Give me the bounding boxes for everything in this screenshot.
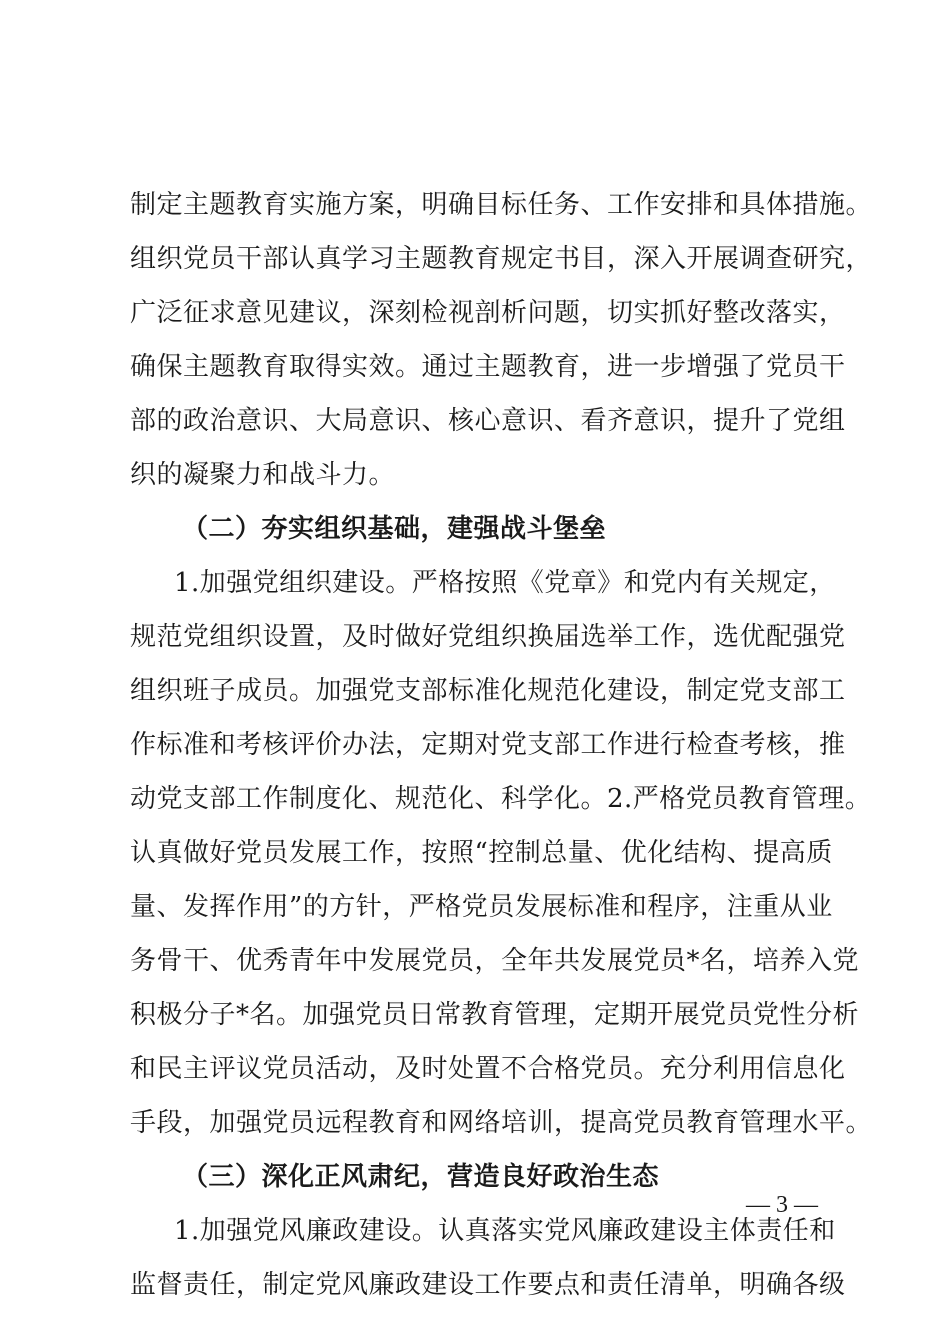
body-line: 部的政治意识、大局意识、核心意识、看齐意识，提升了党组 (130, 406, 846, 436)
document-body (130, 178, 873, 1312)
body-line: 量、发挥作用”的方针，严格党员发展标准和程序，注重从业 (130, 892, 833, 922)
body-line: 广泛征求意见建议，深刻检视剖析问题，切实抓好整改落实， (130, 298, 846, 328)
body-line: 监督责任，制定党风廉政建设工作要点和责任清单，明确各级 (130, 1270, 846, 1300)
body-line: 务骨干、优秀青年中发展党员，全年共发展党员*名，培养入党 (130, 946, 860, 976)
body-line: 确保主题教育取得实效。通过主题教育，进一步增强了党员干 (130, 352, 846, 382)
section-heading: （三）深化正风肃纪，营造良好政治生态 (182, 1162, 660, 1192)
body-line: 规范党组织设置，及时做好党组织换届选举工作，选优配强党 (130, 622, 846, 652)
body-line: 织的凝聚力和战斗力。 (130, 460, 396, 490)
page-number: — 3 — (746, 1192, 818, 1218)
body-line: 作标准和考核评价办法，定期对党支部工作进行检查考核，推 (130, 730, 846, 760)
body-line: 制定主题教育实施方案，明确目标任务、工作安排和具体措施。 (130, 190, 873, 220)
body-line: 和民主评议党员活动，及时处置不合格党员。充分利用信息化 (130, 1054, 846, 1084)
body-line: 动党支部工作制度化、规范化、科学化。2.严格党员教育管理。 (130, 784, 872, 814)
body-line: 1.加强党风廉政建设。认真落实党风廉政建设主体责任和 (174, 1216, 836, 1246)
section-heading: （二）夯实组织基础，建强战斗堡垒 (182, 514, 607, 544)
body-line: 手段，加强党员远程教育和网络培训，提高党员教育管理水平。 (130, 1108, 873, 1138)
body-line: 积极分子*名。加强党员日常教育管理，定期开展党员党性分析 (130, 1000, 860, 1030)
body-line: 组织党员干部认真学习主题教育规定书目，深入开展调查研究， (130, 244, 873, 274)
body-line: 组织班子成员。加强党支部标准化规范化建设，制定党支部工 (130, 676, 846, 706)
body-line: 1.加强党组织建设。严格按照《党章》和党内有关规定， (174, 568, 836, 598)
body-line: 认真做好党员发展工作，按照“控制总量、优化结构、提高质 (130, 838, 833, 868)
